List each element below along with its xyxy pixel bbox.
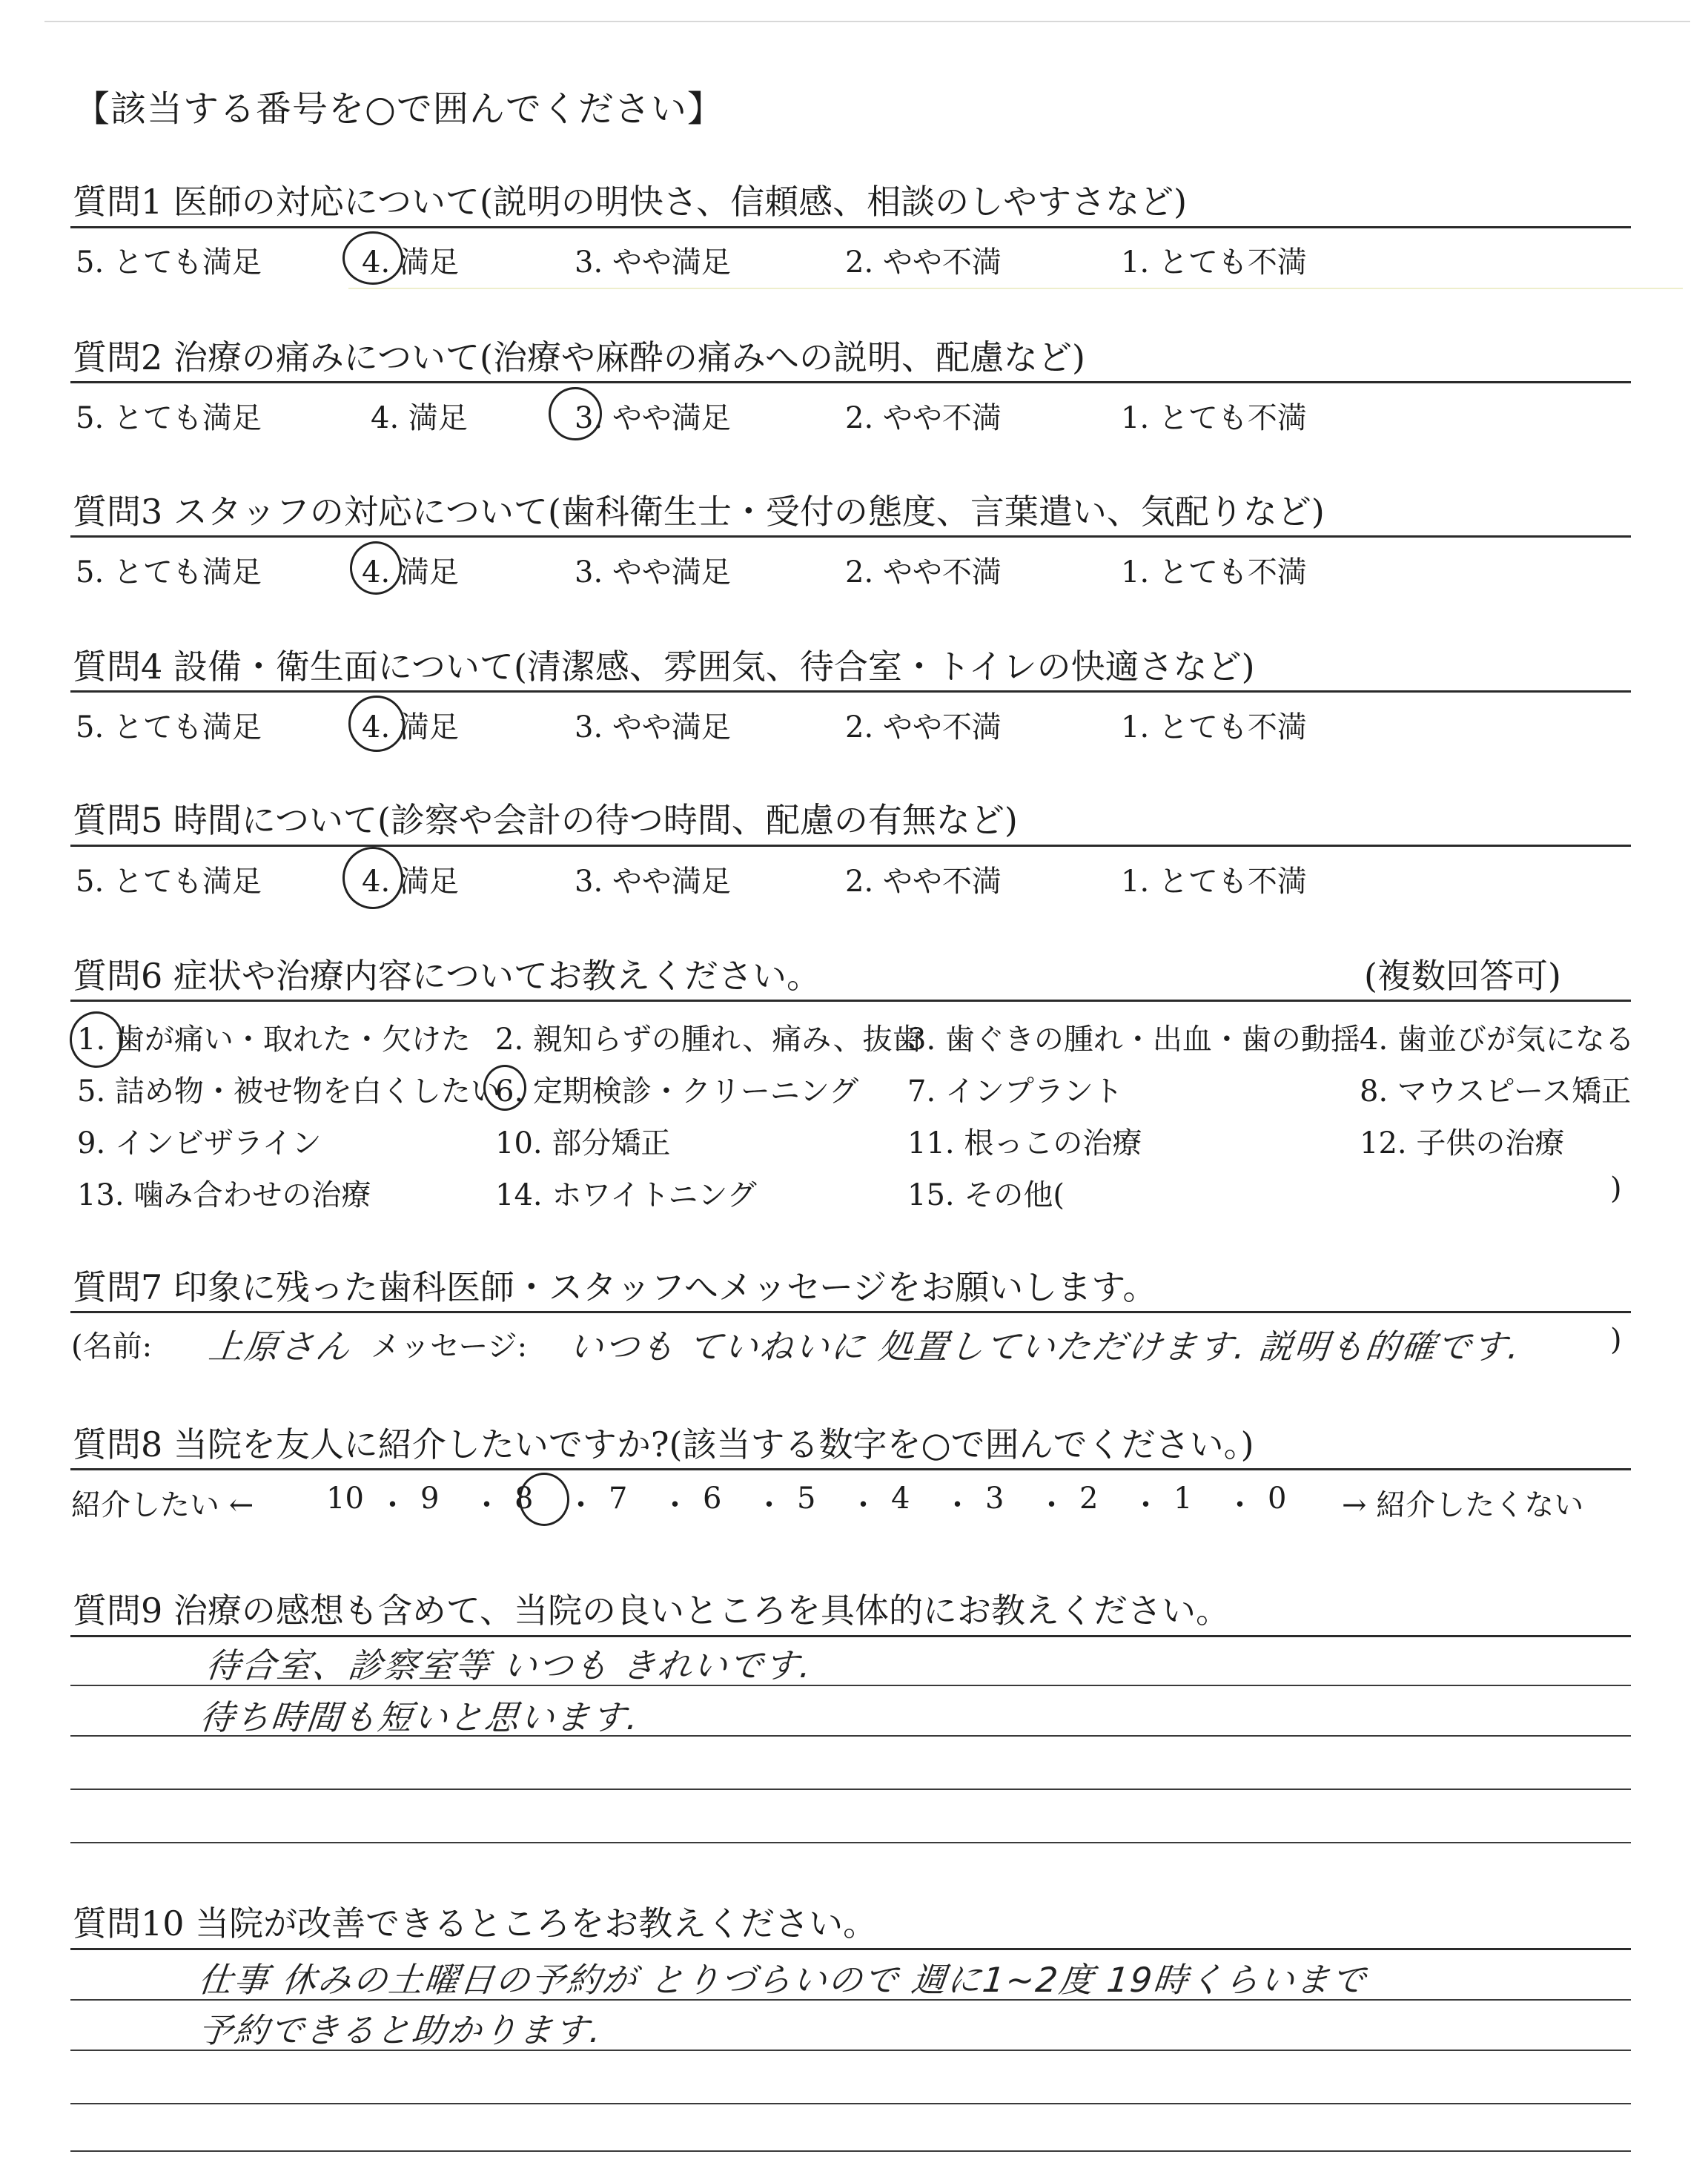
multiple-answers-note: (複数回答可) [1364,956,1561,996]
question-9-rule [70,1635,1631,1637]
question-6-title: 質問6 症状や治療内容についてお教えください。 [73,956,821,996]
q10-answer-line-2[interactable]: 予約できると助かります. [196,2010,605,2050]
item-7[interactable]: 7. インプラント [907,1074,1123,1109]
question-8-rule [70,1468,1631,1470]
answer-line [70,2103,1631,2104]
answer-circle [350,541,402,595]
recommend-left-label: 紹介したい ← [71,1488,254,1522]
question-1-rule [70,226,1631,228]
question-10-title: 質問10 当院が改善できるところをお教えください。 [73,1903,878,1943]
item-5[interactable]: 5. 詰め物・被せ物を白くしたい [77,1074,500,1109]
question-7-rule [70,1311,1631,1313]
scale-number-5[interactable]: 5 [797,1482,816,1516]
question-6-rule [70,1000,1631,1002]
item-11[interactable]: 11. 根っこの治療 [907,1126,1142,1160]
scale-number-6[interactable]: 6 [703,1482,722,1516]
scan-edge-line [44,21,1690,22]
scale-number-2[interactable]: 2 [1079,1482,1099,1516]
other-close-paren: ) [1610,1172,1622,1206]
option-1[interactable]: 1. とても不満 [1121,865,1307,899]
scale-separator: ・ [1036,1488,1067,1522]
scale-number-4[interactable]: 4 [891,1482,910,1516]
answer-line [70,1789,1631,1790]
scale-separator: ・ [1131,1488,1161,1522]
answer-circle [70,1011,123,1068]
option-5[interactable]: 5. とても満足 [76,555,262,589]
option-3[interactable]: 3. やや満足 [575,245,731,280]
item-12[interactable]: 12. 子供の治療 [1360,1126,1565,1160]
answer-circle [342,231,403,285]
recommend-right-label: → 紹介したくない [1342,1488,1584,1522]
scale-number-7[interactable]: 7 [609,1482,628,1516]
question-2-title: 質問2 治療の痛みについて(治療や麻酔の痛みへの説明、配慮など) [73,337,1085,377]
option-3[interactable]: 3. やや満足 [575,865,731,899]
scale-separator: ・ [660,1488,690,1522]
q9-answer-line-2[interactable]: 待ち時間も短いと思います. [197,1697,642,1737]
answer-circle [549,387,602,440]
option-1[interactable]: 1. とても不満 [1121,401,1307,435]
option-2[interactable]: 2. やや不満 [845,710,1002,744]
question-4-title: 質問4 設備・衛生面について(清潔感、雰囲気、待合室・トイレの快適さなど) [73,647,1255,687]
scale-number-3[interactable]: 3 [985,1482,1004,1516]
item-2[interactable]: 2. 親知らずの腫れ、痛み、抜歯 [495,1023,922,1057]
option-1[interactable]: 1. とても不満 [1121,710,1307,744]
message-label: メッセージ: [371,1330,528,1364]
option-5[interactable]: 5. とても満足 [76,245,262,280]
scale-separator: ・ [1225,1488,1255,1522]
q10-answer-line-1[interactable]: 仕事 休みの土曜日の予約が とりづらいので 週に1~2度 19時くらいまで [196,1960,1369,2000]
scale-number-1[interactable]: 1 [1174,1482,1193,1516]
option-3[interactable]: 3. やや満足 [575,401,731,435]
option-5[interactable]: 5. とても満足 [76,865,262,899]
question-3-title: 質問3 スタッフの対応について(歯科衛生士・受付の態度、言葉遣い、気配りなど) [73,492,1325,532]
scale-number-8[interactable]: 8 [514,1482,534,1516]
answer-line [70,1842,1631,1843]
option-4[interactable]: 4. 満足 [362,555,459,589]
item-8[interactable]: 8. マウスピース矯正 [1360,1074,1632,1109]
option-2[interactable]: 2. やや不満 [845,401,1002,435]
question-5-title: 質問5 時間について(診察や会計の待つ時間、配慮の有無など) [73,800,1018,840]
question-2-rule [70,381,1631,383]
option-5[interactable]: 5. とても満足 [76,710,262,744]
answer-line [70,2150,1631,2152]
message-value[interactable]: いつも ていねいに 処置していただけます. 説明も的確です. [566,1327,1523,1367]
question-4-rule [70,690,1631,693]
option-2[interactable]: 2. やや不満 [845,865,1002,899]
answer-circle [342,847,403,909]
scale-number-10[interactable]: 10 [326,1482,364,1516]
scale-number-9[interactable]: 9 [420,1482,440,1516]
item-9[interactable]: 9. インビザライン [77,1126,322,1160]
scale-number-0[interactable]: 0 [1268,1482,1287,1516]
option-4[interactable]: 4. 満足 [371,401,468,435]
scale-separator: ・ [754,1488,784,1522]
answer-line [70,1685,1631,1686]
instruction-header: 【該当する番号を○で囲んでください】 [74,88,724,130]
answer-line [70,1735,1631,1737]
item-14[interactable]: 14. ホワイトニング [495,1178,757,1212]
item-15[interactable]: 15. その他( [907,1178,1065,1212]
option-3[interactable]: 3. やや満足 [575,555,731,589]
item-13[interactable]: 13. 噛み合わせの治療 [77,1178,371,1212]
question-3-rule [70,535,1631,538]
item-6[interactable]: 6. 定期検診・クリーニング [495,1074,859,1109]
question-10-rule [70,1948,1631,1950]
question-7-title: 質問7 印象に残った歯科医師・スタッフへメッセージをお願いします。 [73,1267,1157,1307]
scale-separator: ・ [848,1488,878,1522]
scale-separator: ・ [566,1488,596,1522]
answer-circle [483,1065,526,1111]
name-label: (名前: [71,1330,153,1364]
answer-line [70,1999,1631,2001]
question-9-title: 質問9 治療の感想も含めて、当院の良いところを具体的にお教えください。 [73,1591,1230,1631]
item-1[interactable]: 1. 歯が痛い・取れた・欠けた [77,1023,471,1057]
name-value[interactable]: 上原さん [206,1327,354,1367]
option-4[interactable]: 4. 満足 [362,245,459,280]
message-close-paren: ) [1610,1323,1622,1357]
scale-separator: ・ [942,1488,973,1522]
answer-circle [519,1473,569,1526]
answer-circle [348,696,405,752]
question-1-title: 質問1 医師の対応について(説明の明快さ、信頼感、相談のしやすさなど) [73,182,1188,222]
option-2[interactable]: 2. やや不満 [845,555,1002,589]
scan-faint-line [348,288,1683,289]
question-5-rule [70,845,1631,847]
option-5[interactable]: 5. とても満足 [76,401,262,435]
option-2[interactable]: 2. やや不満 [845,245,1002,280]
option-4[interactable]: 4. 満足 [362,710,459,744]
scale-separator: ・ [377,1488,408,1522]
item-4[interactable]: 4. 歯並びが気になる [1360,1023,1635,1057]
item-10[interactable]: 10. 部分矯正 [495,1126,671,1160]
question-8-title: 質問8 当院を友人に紹介したいですか?(該当する数字を○で囲んでください。) [73,1424,1254,1464]
option-1[interactable]: 1. とても不満 [1121,555,1307,589]
item-3[interactable]: 3. 歯ぐきの腫れ・出血・歯の動揺 [907,1023,1360,1057]
answer-line [70,2050,1631,2051]
scale-separator: ・ [471,1488,502,1522]
option-1[interactable]: 1. とても不満 [1121,245,1307,280]
option-3[interactable]: 3. やや満足 [575,710,731,744]
option-4[interactable]: 4. 満足 [362,865,459,899]
q9-answer-line-1[interactable]: 待合室、診察室等 いつも きれいです. [203,1645,815,1685]
